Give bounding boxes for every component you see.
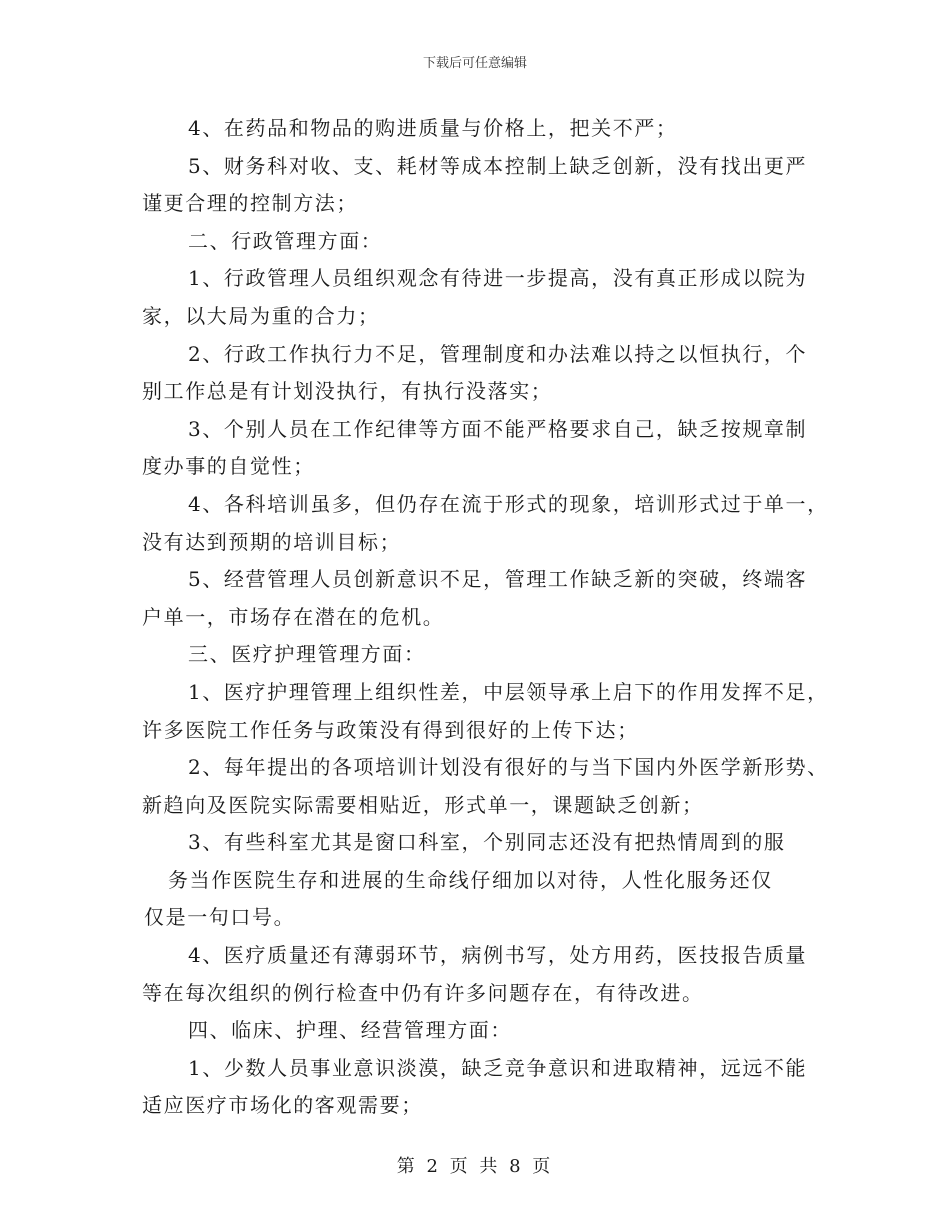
text-line: 三、医疗护理管理方面： <box>188 642 426 667</box>
text-line: 家，以大局为重的合力； <box>142 303 380 328</box>
text-line: 1、行政管理人员组织观念有待进一步提高，没有真正形成以院为 <box>188 266 808 291</box>
text-line: 2、每年提出的各项培训计划没有很好的与当下国内外医学新形势、 <box>188 755 829 780</box>
text-line: 度办事的自觉性； <box>142 454 315 479</box>
text-line: 等在每次组织的例行检查中仍有许多问题存在，有待改进。 <box>142 980 704 1005</box>
text-line: 四、临床、护理、经营管理方面： <box>188 1018 512 1043</box>
page-header-note: 下载后可任意编辑 <box>422 56 527 71</box>
text-line: 务当作医院生存和进展的生命线仔细加以对待，人性化服务还仅 <box>168 867 773 892</box>
text-line: 4、在药品和物品的购进质量与价格上，把关不严； <box>188 116 678 140</box>
text-line: 许多医院工作任务与政策没有得到很好的上传下达； <box>142 717 639 742</box>
text-line: 1、医疗护理管理上组织性差，中层领导承上启下的作用发挥不足， <box>188 679 829 704</box>
text-line: 3、个别人员在工作纪律等方面不能严格要求自己，缺乏按规章制 <box>188 416 808 441</box>
document-body <box>142 110 829 1125</box>
text-line: 别工作总是有计划没执行，有执行没落实； <box>142 379 553 404</box>
text-line: 新趋向及医院实际需要相贴近，形式单一，课题缺乏创新； <box>142 792 704 817</box>
text-line: 5、经营管理人员创新意识不足，管理工作缺乏新的突破，终端客 <box>188 567 808 592</box>
text-line: 3、有些科室尤其是窗口科室，个别同志还没有把热情周到的服 <box>188 830 786 855</box>
text-line: 2、行政工作执行力不足，管理制度和办法难以持之以恒执行，个 <box>188 341 808 366</box>
text-line: 二、行政管理方面： <box>188 228 383 253</box>
text-line: 户单一，市场存在潜在的危机。 <box>142 604 445 629</box>
text-line: 仅是一句口号。 <box>144 905 296 930</box>
page-number-footer: 第 2 页 共 8 页 <box>396 1156 554 1177</box>
text-line: 4、医疗质量还有薄弱环节，病例书写，处方用药，医技报告质量 <box>188 943 808 968</box>
text-line: 1、少数人员事业意识淡漠，缺乏竞争意识和进取精神，远远不能 <box>188 1055 808 1080</box>
text-line: 4、各科培训虽多，但仍存在流于形式的现象，培训形式过于单一， <box>188 491 829 516</box>
text-line: 5、财务科对收、支、耗材等成本控制上缺乏创新，没有找出更严 <box>188 153 808 178</box>
text-line: 适应医疗市场化的客观需要； <box>142 1093 423 1118</box>
text-line: 谨更合理的控制方法； <box>142 191 358 216</box>
text-line: 没有达到预期的培训目标； <box>142 529 402 554</box>
